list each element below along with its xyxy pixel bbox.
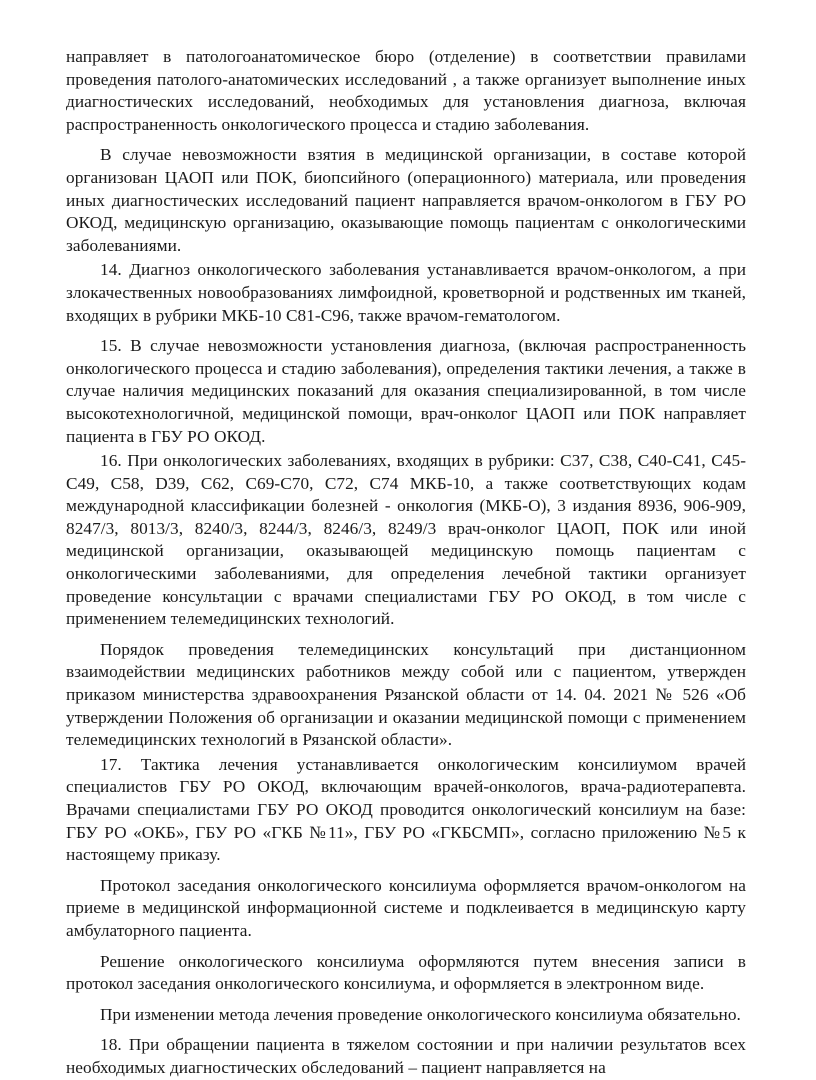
paragraph-council-protocol: Протокол заседания онкологического консилиума оформляется врачом-онкологом на приеме в медицинской информационной системе и подклеивается в медицинскую карту амбулаторного пациента.	[66, 875, 746, 940]
paragraph-item-17: 17. Тактика лечения устанавливается онкологическим консилиумом врачей специалистов ГБУ РО ОКОД, включающим врачей-онкологов, врача-радиотерапевта. Врачами специалистами ГБУ РО ОКОД проводится онкологический консилиум на базе: ГБУ РО «ОКБ», ГБУ РО «ГКБ №11», ГБУ РО «ГКБСМП», согласно приложению №5 к настоящему приказу.	[66, 754, 746, 865]
paragraph-telemedicine-order: Порядок проведения телемедицинских консультаций при дистанционном взаимодействии медицинских работников между собой или с пациентом, утвержден приказом министерства здравоохранения Рязанской области от 14. 04. 2021 № 526 «Об утверждении Положения об организации и оказании медицинской помощи с применением телемедицинских технологий в Рязанской области».	[66, 639, 746, 750]
paragraph-item-14: 14. Диагноз онкологического заболевания устанавливается врачом-онкологом, а при злокачественных новообразованиях лимфоидной, кроветворной и родственных им тканей, входящих в рубрики МКБ-10 С81-С96, также врачом-гематологом.	[66, 260, 746, 325]
paragraph-council-decision: Решение онкологического консилиума оформляются путем внесения записи в протокол заседания онкологического консилиума, и оформляется в электронном виде.	[66, 951, 746, 994]
paragraph-item-18: 18. При обращении пациента в тяжелом состоянии и при наличии результатов всех необходимых диагностических обследований – пациент направляется на	[66, 1035, 746, 1077]
paragraph-continuation: направляет в патологоанатомическое бюро (отделение) в соответствии правилами проведения патолого-анатомических исследований , а также организует выполнение иных диагностических исследований, необходимых для установления диагноза, включая распространенность онкологического процесса и стадию заболевания.	[66, 47, 746, 134]
paragraph-item-16: 16. При онкологических заболеваниях, входящих в рубрики: С37, С38, С40-С41, С45-С49, С58, D39, С62, С69-С70, С72, С74 МКБ-10, а также соответствующих кодам международной классификации болезней - онкология (МКБ-О), 3 издания 8936, 906-909, 8247/3, 8013/3, 8240/3, 8244/3, 8246/3, 8249/3 врач-онколог ЦАОП, ПОК или иной медицинской организации, оказывающей медицинскую помощь пациентам с онкологическими заболеваниями, для определения лечебной тактики организует проведение консультации с врачами специалистами ГБУ РО ОКОД, в том числе с применением телемедицинских технологий.	[66, 451, 746, 629]
paragraph-biopsy-referral: В случае невозможности взятия в медицинской организации, в составе которой организован ЦАОП или ПОК, биопсийного (операционного) материала, или проведения иных диагностических исследований пациент направляется врачом-онкологом в ГБУ РО ОКОД, медицинскую организацию, оказывающие помощь пациентам с онкологическими заболеваниями.	[66, 145, 746, 255]
paragraph-treatment-change: При изменении метода лечения проведение онкологического консилиума обязательно.	[100, 1004, 741, 1024]
paragraph-item-15: 15. В случае невозможности установления диагноза, (включая распространенность онкологического процесса и стадию заболевания), определения тактики лечения, а также в случае наличия медицинских показаний для оказания специализированной, в том числе высокотехнологичной, медицинской помощи, врач-онколог ЦАОП или ПОК направляет пациента в ГБУ РО ОКОД.	[66, 336, 746, 446]
